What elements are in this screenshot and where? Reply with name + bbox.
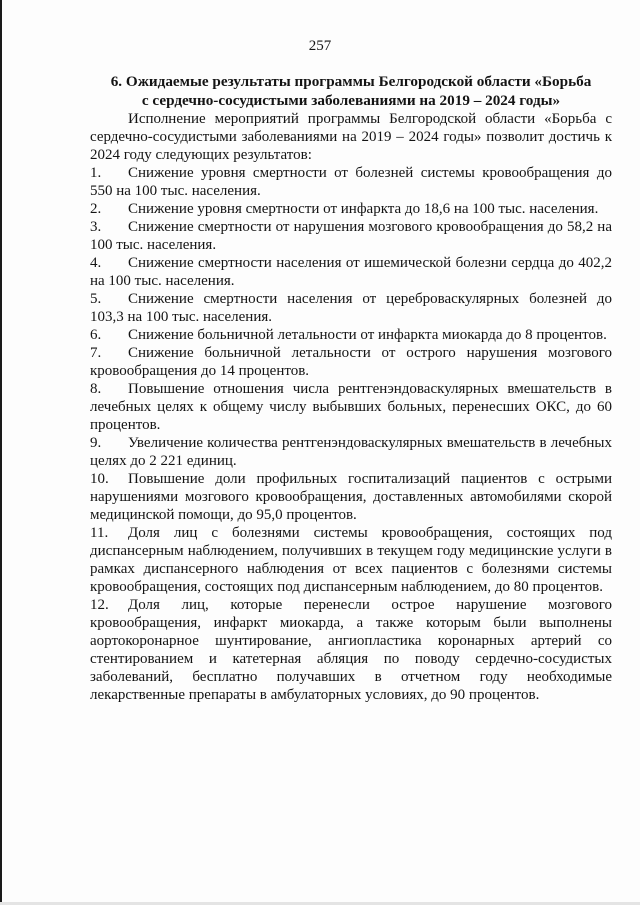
list-item-paragraph bbox=[90, 344, 612, 380]
list-item bbox=[90, 434, 612, 470]
list-item-paragraph bbox=[90, 290, 612, 326]
list-item-text: Снижение больничной летальности от инфаркта миокарда до 8 процентов. bbox=[128, 327, 607, 343]
section-heading-line-1: 6. Ожидаемые результаты программы Белгородской области «Борьба bbox=[110, 73, 592, 90]
list-item-number: 3. bbox=[90, 219, 102, 235]
section-heading bbox=[90, 72, 612, 110]
list-item bbox=[90, 290, 612, 326]
list-item-number: 8. bbox=[90, 381, 102, 397]
list-item-text: Доля лиц с болезнями системы кровообращения, состоящих под диспансерным наблюдением, получивших в текущем году медицинские услуги в рамках диспансерного наблюдения от всех пациентов с болезнями системы кровообращения, состоящих под диспансерным наблюдением, до 80 процентов. bbox=[90, 525, 612, 595]
list-item-paragraph bbox=[90, 524, 612, 596]
list-item bbox=[90, 596, 612, 704]
list-item-number: 11. bbox=[90, 525, 109, 541]
list-item-paragraph bbox=[90, 470, 612, 524]
section-heading-line-2: с сердечно-сосудистыми заболеваниями на 2019 – 2024 годы» bbox=[141, 92, 561, 109]
list-item-paragraph bbox=[90, 434, 612, 470]
list-item-number: 7. bbox=[90, 345, 102, 361]
list-item bbox=[90, 524, 612, 596]
list-item bbox=[90, 470, 612, 524]
list-item-paragraph bbox=[90, 164, 612, 200]
intro-paragraph: Исполнение мероприятий программы Белгородской области «Борьба с сердечно-сосудистыми заболеваниями на 2019 – 2024 годы» позволит достичь к 2024 году следующих результатов: bbox=[90, 111, 612, 163]
list-item-text: Снижение смертности населения от ишемической болезни сердца до 402,2 на 100 тыс. населения. bbox=[90, 255, 612, 289]
list-item-paragraph bbox=[90, 380, 612, 434]
list-item-number: 4. bbox=[90, 255, 102, 271]
list-item-text: Доля лиц, которые перенесли острое нарушение мозгового кровообращения, инфаркт миокарда, а также которым были выполнены аортокоронарное шунтирование, ангиопластика коронарных артерий со стентированием и катетерная абляция по поводу сердечно-сосудистых заболеваний, бесплатно получавших в отчетном году необходимые лекарственные препараты в амбулаторных условиях, до 90 процентов. bbox=[90, 597, 612, 703]
list-item bbox=[90, 254, 612, 290]
list-item-paragraph bbox=[90, 218, 612, 254]
list-item-number: 10. bbox=[90, 471, 109, 487]
list-item-number: 6. bbox=[90, 327, 102, 343]
list-item bbox=[90, 218, 612, 254]
results-list bbox=[90, 164, 612, 704]
list-item-text: Снижение уровня смертности от болезней системы кровообращения до 550 на 100 тыс. населения. bbox=[90, 165, 612, 199]
list-item-text: Снижение смертности от нарушения мозгового кровообращения до 58,2 на 100 тыс. населения. bbox=[90, 219, 612, 253]
scan-edge-left bbox=[0, 0, 2, 905]
list-item-text: Повышение доли профильных госпитализаций пациентов с острыми нарушениями мозгового кровообращения, доставленных автомобилями скорой медицинской помощи, до 95,0 процентов. bbox=[90, 471, 612, 523]
list-item bbox=[90, 380, 612, 434]
list-item bbox=[90, 344, 612, 380]
list-item-number: 2. bbox=[90, 201, 102, 217]
page-number: 257 bbox=[308, 38, 332, 54]
list-item-paragraph bbox=[90, 326, 612, 344]
list-item-paragraph bbox=[90, 254, 612, 290]
list-item-text: Снижение уровня смертности от инфаркта до 18,6 на 100 тыс. населения. bbox=[128, 201, 599, 217]
list-item-paragraph bbox=[90, 200, 612, 218]
list-item-number: 12. bbox=[90, 597, 109, 613]
list-item-paragraph bbox=[90, 596, 612, 704]
list-item-text: Снижение больничной летальности от острого нарушения мозгового кровообращения до 14 процентов. bbox=[90, 345, 612, 379]
list-item-text: Увеличение количества рентгенэндоваскулярных вмешательств в лечебных целях до 2 221 единиц. bbox=[90, 435, 612, 469]
list-item-text: Снижение смертности населения от цереброваскулярных болезней до 103,3 на 100 тыс. населения. bbox=[90, 291, 612, 325]
list-item bbox=[90, 326, 612, 344]
list-item-number: 5. bbox=[90, 291, 102, 307]
list-item-number: 1. bbox=[90, 165, 102, 181]
document-body bbox=[90, 110, 612, 704]
list-item-text: Повышение отношения числа рентгенэндоваскулярных вмешательств в лечебных целях к общему числу выбывших больных, перенесших ОКС, до 60 процентов. bbox=[90, 381, 612, 433]
list-item bbox=[90, 200, 612, 218]
list-item bbox=[90, 164, 612, 200]
list-item-number: 9. bbox=[90, 435, 102, 451]
